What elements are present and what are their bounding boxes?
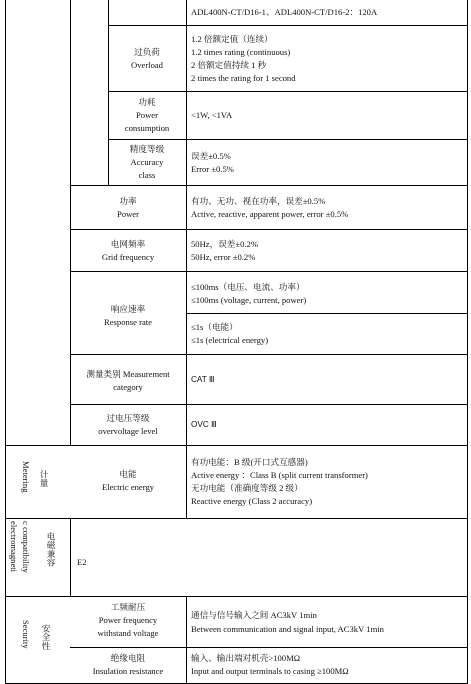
overload-label-en: Overload — [131, 60, 163, 70]
overload-line-4: 2 times the rating for 1 second — [191, 73, 296, 83]
power-label-cn: 功率 — [119, 196, 137, 206]
overload-label-cn: 过负荷 — [134, 47, 160, 57]
grid-frequency-label-en: Grid frequency — [101, 252, 155, 262]
power-label-en: Power — [117, 209, 139, 219]
emc-group-label-en-2: c compatibility — [21, 521, 31, 573]
electric-energy-line-1: 有功电能：B 级(开口式互感器) — [191, 457, 308, 467]
measurement-category-label-2: category — [113, 382, 143, 392]
security-group-label-cn: 安全性 — [41, 624, 51, 650]
electric-energy-label-cn: 电能 — [119, 469, 137, 479]
accuracy-line-1: 误差±0.5% — [191, 151, 231, 161]
overload-line-3: 2 倍额定值持续 1 秒 — [191, 60, 267, 70]
response-rate-b-line-2: ≤1s (electrical energy) — [191, 335, 269, 345]
insulation-label-en: Insulation resistance — [92, 666, 164, 676]
emc-group-label-cn: 电磁兼容 — [46, 532, 56, 567]
response-rate-b-line-1: ≤1s（电能） — [191, 322, 238, 332]
grid-frequency-line-1: 50Hz，误差±0.2% — [191, 239, 259, 249]
measurement-category-label-1: 测量类别 Measurement — [86, 369, 170, 379]
withstand-label-cn: 工频耐压 — [110, 602, 146, 612]
withstand-label-en-2: withstand voltage — [97, 628, 159, 638]
power-consumption-value: <1W, <1VA — [191, 110, 233, 120]
electric-energy-line-2: Active energy ：Class B (split current transformer) — [191, 470, 368, 480]
overvoltage-label-en: overvoltage level — [98, 426, 158, 436]
overvoltage-value: OVC Ⅲ — [191, 420, 217, 429]
accuracy-label-cn: 精度等级 — [129, 144, 165, 154]
power-line-1: 有功、无功、视在功率，误差±0.5% — [191, 196, 326, 206]
emc-group-label-en-1: electromagneti — [9, 521, 19, 573]
power-consumption-label-cn: 功耗 — [138, 97, 156, 107]
power-consumption-label-en-2: consumption — [124, 123, 170, 133]
power-consumption-label-en-1: Power — [136, 110, 158, 120]
insulation-line-2: Input and output terminals to casing ≥100MΩ — [191, 666, 349, 676]
response-rate-label-cn: 响应速率 — [110, 304, 146, 314]
insulation-label-cn: 绝缘电阻 — [110, 653, 146, 663]
response-rate-a-line-1: ≤100ms（电压、电流、功率） — [191, 282, 305, 292]
electric-energy-line-4: Reactive energy (Class 2 accuracy) — [191, 496, 313, 506]
response-rate-label-en: Response rate — [104, 317, 152, 327]
withstand-label-en-1: Power frequency — [98, 615, 158, 625]
electric-energy-label-en: Electric energy — [101, 482, 155, 492]
voltage-spec-text: ADL400N-CT/D16-1、ADL400N-CT/D16-2：120A — [191, 7, 378, 17]
accuracy-label-en-2: class — [138, 170, 156, 180]
accuracy-line-2: Error ±0.5% — [191, 164, 234, 174]
withstand-line-1: 通信与信号输入之间 AC3kV 1min — [191, 610, 317, 620]
metering-group-label-cn: 计量 — [39, 470, 49, 488]
power-line-2: Active, reactive, apparent power, error ±0.5% — [191, 209, 349, 219]
grid-frequency-line-2: 50Hz, error ±0.2% — [191, 252, 256, 262]
measurement-category-value: CAT Ⅲ — [191, 375, 215, 384]
accuracy-label-en-1: Accuracy — [130, 157, 164, 167]
emc-value: E2 — [77, 557, 87, 567]
security-group-label-en: Security — [21, 620, 31, 649]
withstand-line-2: Between communication and signal input, AC3kV 1min — [191, 624, 384, 634]
metering-group-label-en: Metering — [21, 461, 31, 493]
electric-energy-line-3: 无功电能（准确度等级 2 级） — [191, 483, 303, 493]
response-rate-a-line-2: ≤100ms (voltage, current, power) — [191, 295, 307, 305]
insulation-line-1: 输入、输出端对机壳>100MΩ — [191, 653, 301, 663]
overvoltage-label-cn: 过电压等级 — [106, 413, 150, 423]
overload-line-2: 1.2 times rating (continuous) — [191, 47, 291, 57]
overload-line-1: 1.2 倍额定值（连续） — [191, 34, 273, 44]
grid-frequency-label-cn: 电网频率 — [110, 239, 146, 249]
